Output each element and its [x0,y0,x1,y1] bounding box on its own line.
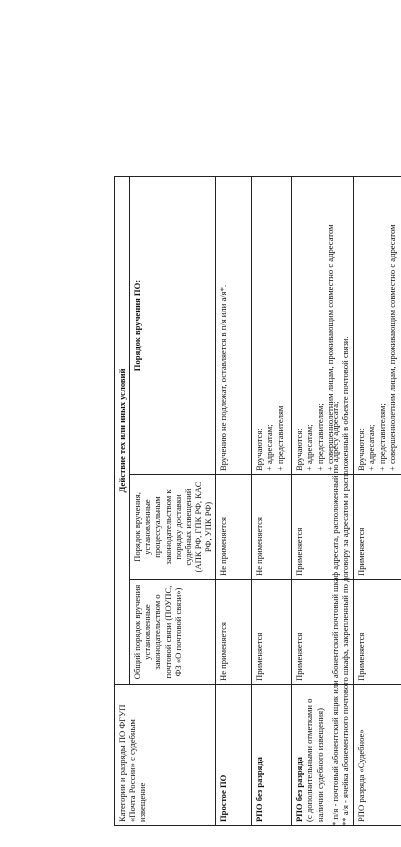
rotated-document [14,26,397,826]
delivery-line: + представителям [274,405,285,471]
row-category: Простое ПО [216,685,252,826]
delivery-line: + адресатам; [264,424,275,471]
row-general: Применяется [292,580,354,685]
footnote: * п/я - почтовый абонентский ящик или абонентский почтовый шкаф адресата, расположенный по адресу адресата; [330,401,340,826]
row-delivery [216,177,252,475]
table-header-row [115,177,130,826]
row-procedural: Применяется [354,475,401,580]
delivery-line: + адресатам; [366,424,377,471]
row-category: РПО без разряда [252,685,292,826]
header-actions: Действие тех или иных условий [115,177,130,685]
delivery-line: Вручаются: [254,428,265,471]
row-general: Не применяется [216,580,252,685]
delivery-line: + совершеннолетним лицам, проживающим совместно с адресатом [324,224,335,471]
delivery-line: Вручаются: [356,428,367,471]
delivery-line: + представителям; [376,403,387,471]
delivery-rules-table [114,176,401,826]
row-category-note: (с дополнительными отметками о наличии судебного извещения) [304,698,325,822]
footnote: ** а/я - ячейка абонементного почтового шкафа, закрепленный по договору за адресатом и расположенный в объекте почтовой связи. [340,336,351,826]
row-delivery [354,177,401,475]
row-procedural: Не применяется [216,475,252,580]
header-delivery-order: Порядок вручения ПО: [130,177,216,475]
table-row [354,177,401,826]
header-category: Категории и разряды ПО ФГУП «Почта России» с судебным извещение [115,685,216,826]
row-general: Применяется [354,580,401,685]
delivery-line: + совершеннолетним лицам, проживающим совместно с адресатом [386,224,397,471]
delivery-line: Вручаются: [294,428,305,471]
table-row [216,177,252,826]
row-delivery [252,177,292,475]
delivery-line: + адресатам; [304,424,315,471]
delivery-line: Вручению не подлежат, оставляется в п/я или а/я*. [218,284,229,471]
header-general-order: Общий порядок вручения установленные законодательством о почтовой связи (ПОУПС, ФЗ «О почтовой связи») [130,580,216,685]
delivery-line: + представителям; [314,403,325,471]
header-procedural-order: Порядок вручения, установленные процессуальным законодательством к порядку доставки судебных извещений (АПК РФ, ГПК РФ, КАС РФ, УПК РФ) [130,475,216,580]
row-procedural: Не применяется [252,475,292,580]
row-category: РПО разряда «Судебное» [354,685,401,826]
row-procedural: Применяется [292,475,354,580]
row-category: РПО без разряда [294,757,305,822]
footnotes [330,176,351,826]
row-general: Применяется [252,580,292,685]
table-row [252,177,292,826]
